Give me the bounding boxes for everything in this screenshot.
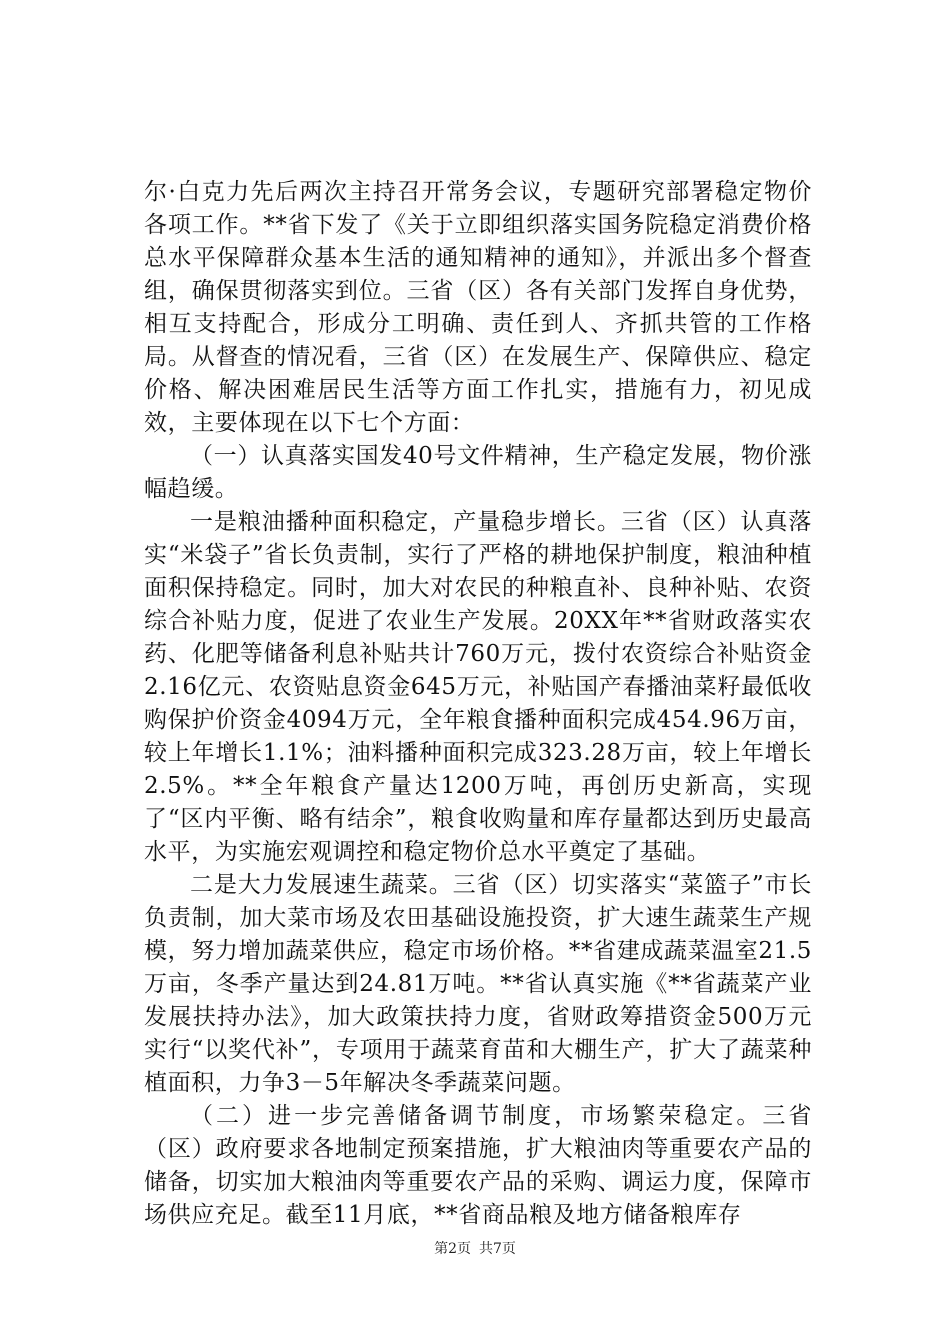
- page-total: 共7页: [479, 1241, 516, 1257]
- document-body: [144, 176, 812, 1232]
- page-number: 第2页: [434, 1241, 471, 1257]
- paragraph-section-two-heading: （二）进一步完善储备调节制度，市场繁荣稳定。三省（区）政府要求各地制定预案措施，扩大粮油肉等重要农产品的储备，切实加大粮油肉等重要农产品的采购、调运力度，保障市场供应充足。截至11月底，**省商品粮及地方储备粮库存: [144, 1103, 812, 1228]
- paragraph-continuation: 尔·白克力先后两次主持召开常务会议，专题研究部署稳定物价各项工作。**省下发了《关于立即组织落实国务院稳定消费价格总水平保障群众基本生活的通知精神的通知》，并派出多个督查组，确保贯彻落实到位。三省（区）各有关部门发挥自身优势，相互支持配合，形成分工明确、责任到人、齐抓共管的工作格局。从督查的情况看，三省（区）在发展生产、保障供应、稳定价格、解决困难居民生活等方面工作扎实，措施有力，初见成效，主要体现在以下七个方面：: [144, 179, 812, 436]
- page-footer: [0, 1238, 950, 1258]
- paragraph-grain-oil: 一是粮油播种面积稳定，产量稳步增长。三省（区）认真落实“米袋子”省长负责制，实行了严格的耕地保护制度，粮油种植面积保持稳定。同时，加大对农民的种粮直补、良种补贴、农资综合补贴力度，促进了农业生产发展。20XX年**省财政落实农药、化肥等储备利息补贴共计760万元，拨付农资综合补贴资金2.16亿元、农资贴息资金645万元，补贴国产春播油菜籽最低收购保护价资金4094万元，全年粮食播种面积完成454.96万亩，较上年增长1.1%；油料播种面积完成323.28万亩，较上年增长2.5%。**全年粮食产量达1200万吨，再创历史新高，实现了“区内平衡、略有结余”，粮食收购量和库存量都达到历史最高水平，为实施宏观调控和稳定物价总水平奠定了基础。: [144, 509, 812, 865]
- paragraph-vegetables: 二是大力发展速生蔬菜。三省（区）切实落实“菜篮子”市长负责制，加大菜市场及农田基础设施投资，扩大速生蔬菜生产规模，努力增加蔬菜供应，稳定市场价格。**省建成蔬菜温室21.5万亩，冬季产量达到24.81万吨。**省认真实施《**省蔬菜产业发展扶持办法》，加大政策扶持力度，省财政筹措资金500万元实行“以奖代补”，专项用于蔬菜育苗和大棚生产，扩大了蔬菜种植面积，力争3－5年解决冬季蔬菜问题。: [144, 872, 812, 1096]
- paragraph-section-one-heading: （一）认真落实国发40号文件精神，生产稳定发展，物价涨幅趋缓。: [144, 443, 812, 502]
